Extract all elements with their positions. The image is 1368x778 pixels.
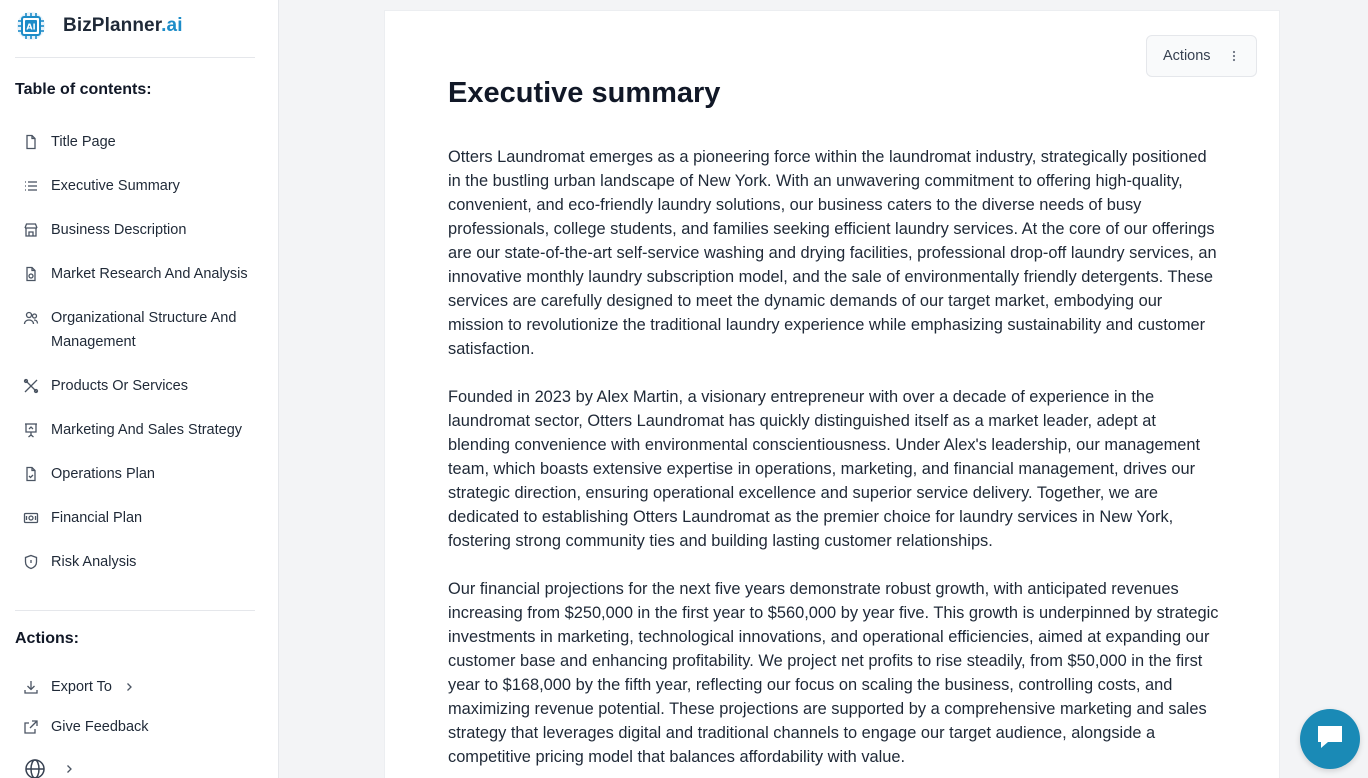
- export-to-label: Export To: [51, 679, 112, 695]
- more-vertical-icon: [1232, 48, 1236, 68]
- tools-icon: [23, 374, 39, 398]
- toc-item-label: Financial Plan: [51, 510, 143, 526]
- toc-item-label: Marketing And Sales Strategy: [51, 422, 243, 438]
- toc-item-label: Operations Plan: [51, 466, 155, 482]
- paragraph: Otters Laundromat emerges as a pioneering force within the laundromat industry, strategically positioned in the bustling urban landscape of New York. With an unwavering commitment to offering high-quality, convenient, and eco-friendly laundry solutions, our business caters to the diverse needs of busy professionals, college students, and families seeking efficient laundry services. At the core of our offerings are our state-of-the-art self-service washing and drying facilities, professional drop-off laundry services, an innovative monthly laundry subscription model, and the sale of environmentally friendly detergents. These services are carefully designed to meet the dynamic demands of our target market, embodying our mission to revolutionize the traditional laundry experience while emphasizing sustainability and customer satisfaction.: [448, 148, 1217, 358]
- toc-item-label: Products Or Services: [51, 378, 188, 394]
- toc-item-risk-analysis[interactable]: [23, 550, 263, 574]
- paragraph: Our financial projections for the next five years demonstrate robust growth, with anticipated revenues increasing from $250,000 in the first year to $560,000 by year five. This growth is underpinned by strategic investments in marketing, technological innovations, and operational efficiencies, aimed at expanding our customer base and enhancing profitability. We project net profits to rise steadily, from $50,000 in the first year to $168,000 by the fifth year, reflecting our focus on scaling the business, controlling costs, and maximizing revenue potential. These projections are supported by a comprehensive marketing and sales strategy that leverages digital and traditional channels to engage our target audience, alongside a competitive pricing model that balances affordability with value.: [448, 580, 1219, 766]
- document-page: [384, 10, 1280, 778]
- download-icon: [23, 675, 39, 699]
- brand[interactable]: [15, 10, 183, 42]
- toc-item-operations-plan[interactable]: [23, 462, 263, 486]
- banknote-icon: [23, 506, 39, 530]
- toc-item-label: Title Page: [51, 134, 116, 150]
- external-link-icon: [23, 715, 39, 739]
- brand-logo-icon: [15, 10, 47, 42]
- toc-item-label: Risk Analysis: [51, 554, 137, 570]
- chevron-right-icon: [124, 675, 134, 699]
- toc-item-products-services[interactable]: [23, 374, 263, 398]
- brand-name: [63, 15, 183, 37]
- toc-item-title-page[interactable]: [23, 130, 263, 154]
- store-icon: [23, 218, 39, 242]
- toc-item-label: Executive Summary: [51, 178, 180, 194]
- sidebar: [0, 0, 279, 778]
- toc-title: Table of contents:: [15, 81, 152, 98]
- actions-title: Actions:: [15, 630, 79, 647]
- actions-button-label: Actions: [1163, 48, 1211, 64]
- presentation-icon: [23, 418, 39, 442]
- give-feedback-label: Give Feedback: [51, 719, 149, 735]
- users-icon: [23, 306, 39, 330]
- paragraph: Founded in 2023 by Alex Martin, a visionary entrepreneur with over a decade of experience in the laundromat sector, Otters Laundromat has quickly distinguished itself as a market leader, adept at blending convenience with environmental conscientiousness. Under Alex's leadership, our management team, which boasts extensive expertise in operations, marketing, and financial management, drives our strategic direction, ensuring operational excellence and superior service delivery. Together, we are dedicated to establishing Otters Laundromat as the premier choice for laundry services in New York, fostering strong community ties and building lasting customer relationships.: [448, 388, 1201, 550]
- file-check-icon: [23, 462, 39, 486]
- sidebar-divider: [15, 610, 255, 611]
- toc-item-business-description[interactable]: [23, 218, 263, 242]
- actions-button[interactable]: [1146, 35, 1257, 77]
- give-feedback-button[interactable]: [23, 715, 263, 739]
- toc-item-marketing-sales[interactable]: [23, 418, 263, 442]
- file-chart-icon: [23, 262, 39, 286]
- svg-text:AI: AI: [26, 22, 36, 32]
- toc-item-label: Market Research And Analysis: [51, 266, 248, 282]
- chat-icon: [1315, 723, 1345, 756]
- chevron-right-icon: [64, 757, 74, 778]
- file-icon: [23, 130, 39, 154]
- toc-item-market-research[interactable]: [23, 262, 263, 286]
- toc-item-label: Organizational Structure And Management: [51, 310, 237, 350]
- toc-item-financial-plan[interactable]: [23, 506, 263, 530]
- toc-item-organizational-structure[interactable]: [23, 306, 263, 354]
- globe-icon: [24, 757, 46, 778]
- sidebar-divider: [15, 57, 255, 58]
- language-selector[interactable]: [24, 757, 264, 778]
- chat-button[interactable]: [1300, 709, 1360, 769]
- list-icon: [23, 174, 39, 198]
- page-title: Executive summary: [448, 77, 721, 109]
- toc-item-executive-summary[interactable]: [23, 174, 263, 198]
- brand-name-main: BizPlanner: [63, 15, 162, 36]
- brand-name-accent: .ai: [161, 15, 183, 36]
- shield-icon: [23, 550, 39, 574]
- toc-item-label: Business Description: [51, 222, 187, 238]
- export-to-button[interactable]: [23, 675, 263, 699]
